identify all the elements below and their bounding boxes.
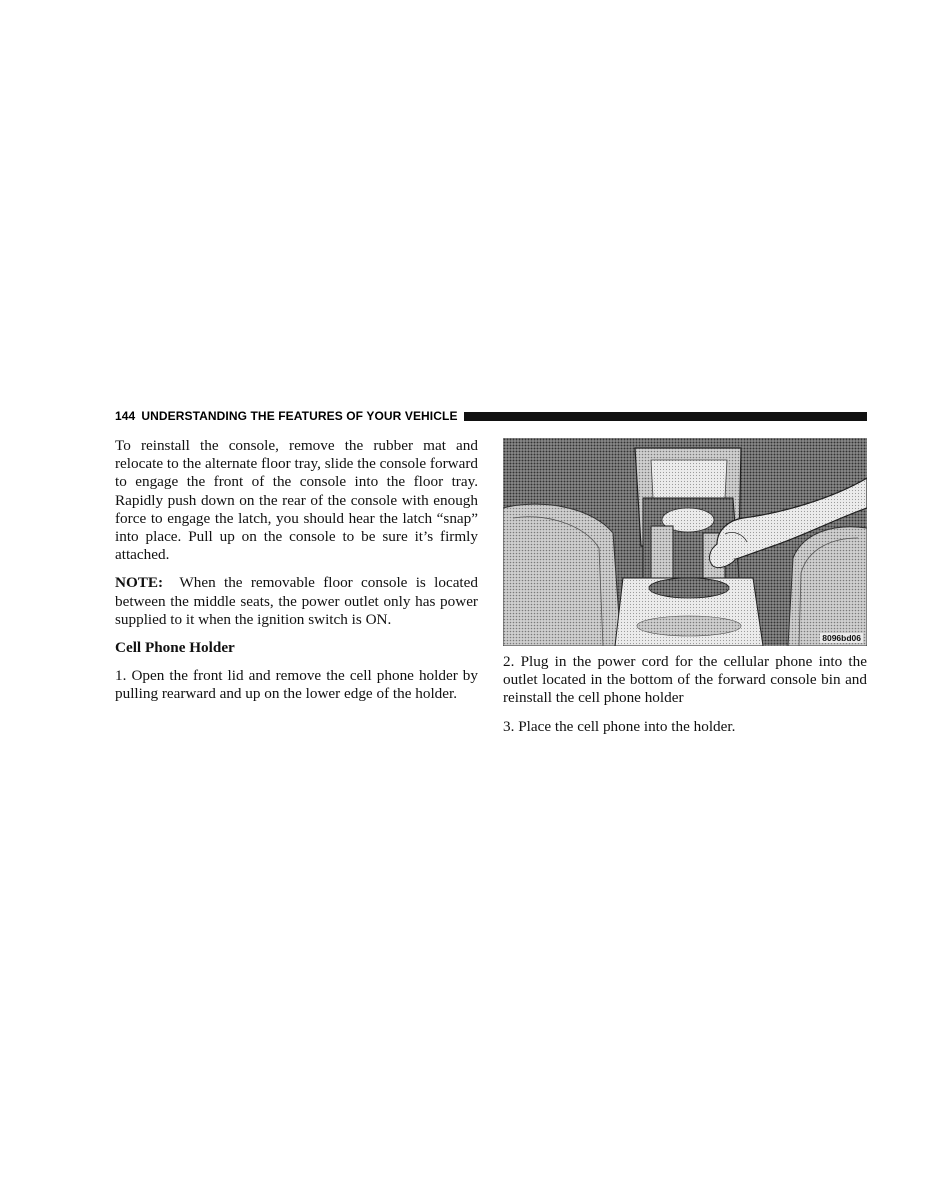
page-number: 144 (115, 409, 136, 423)
note-label: NOTE: (115, 574, 164, 592)
figure-code: 8096bd06 (822, 633, 861, 643)
step-1: 1. Open the front lid and remove the cell phone holder by pulling rearward and up on the lower edge of the holder. (115, 667, 478, 703)
step-2: 2. Plug in the power cord for the cellular phone into the outlet located in the bottom of the forward console bin and reinstall the cell phone holder (503, 653, 867, 707)
reinstall-paragraph: To reinstall the console, remove the rubber mat and relocate to the alternate floor tray, slide the console forward to engage the front of the console into the floor tray. Rapidly push down on the rear of the console with enough force to engage the latch, you should hear the latch “snap” into place. Pull up on the console to be sure it’s firmly attached. (115, 437, 478, 564)
step-3: 3. Place the cell phone into the holder. (503, 717, 736, 735)
console-illustration-graphic (503, 438, 867, 646)
console-illustration (503, 438, 867, 646)
section-title: UNDERSTANDING THE FEATURES OF YOUR VEHICLE (141, 409, 458, 423)
section-subheading: Cell Phone Holder (115, 639, 235, 657)
header-rule (464, 412, 867, 421)
note-paragraph (115, 574, 478, 629)
right-column (503, 653, 867, 746)
left-column (115, 437, 478, 714)
header-text (115, 409, 458, 423)
note-text: When the removable floor console is located between the middle seats, the power outlet only has power supplied to it when the ignition switch is ON. (115, 574, 478, 628)
page-header (115, 407, 867, 425)
